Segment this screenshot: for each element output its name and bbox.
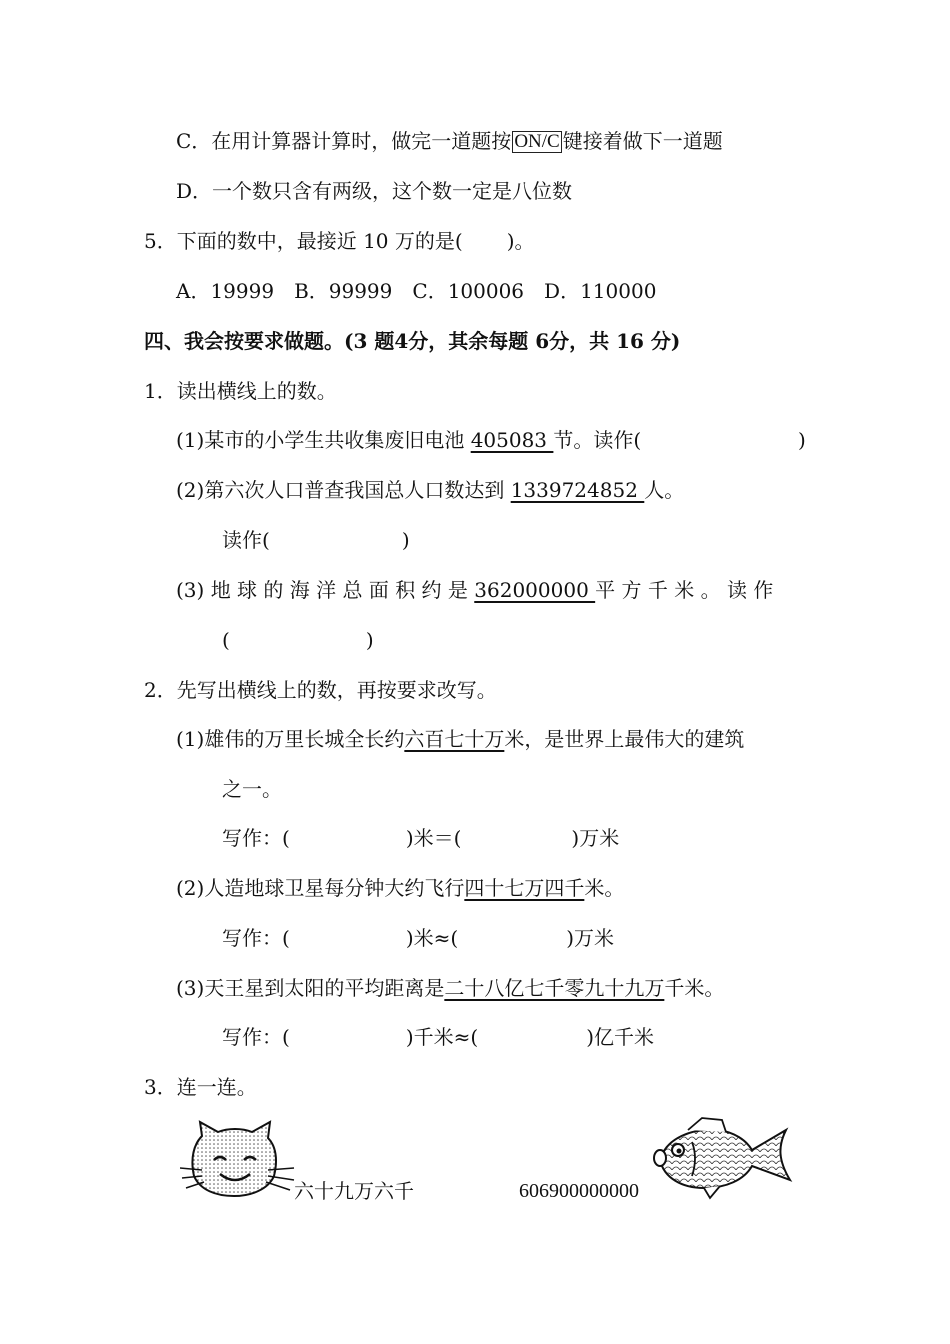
sub-question-3-title: 3．连一连。 <box>144 1075 257 1099</box>
sub-question-2-title: 2．先写出横线上的数，再按要求改写。 <box>144 678 497 702</box>
sub-question-1-item-2 <box>176 476 684 504</box>
underlined-phrase: 六百七十万 <box>404 727 505 751</box>
underlined-number: 405083 <box>470 428 554 452</box>
cat-icon <box>180 1118 298 1200</box>
underlined-number: 1339724852 <box>510 478 645 502</box>
sub-question-2-item-2 <box>176 874 624 902</box>
underlined-phrase: 四十七万四千 <box>464 876 585 900</box>
question-5-choices: A．19999 B．99999 C．100006 D．110000 <box>176 279 657 303</box>
option-c-text: C．在用计算器计算时，做完一道题按 <box>176 129 512 153</box>
item-text: (1)雄伟的万里长城全长约 <box>176 727 405 751</box>
item-text: (3) 地 球 的 海 洋 总 面 积 约 是 <box>176 578 475 602</box>
underlined-phrase: 二十八亿七千零九十九万 <box>444 976 665 1000</box>
item-text-end: 米，是世界上最伟大的建筑 <box>504 727 745 751</box>
read-label: 读作( <box>222 528 270 552</box>
option-c <box>176 127 723 155</box>
item-text-end: 千米。 <box>664 976 725 1000</box>
item-text-end: 节。读作( <box>553 428 642 452</box>
question-5 <box>144 227 535 255</box>
read-paren-open: ( <box>222 628 230 652</box>
unit-text: )米≈( <box>405 926 459 950</box>
sub-question-1-item-3 <box>176 576 773 604</box>
sub-question-2-item-3 <box>176 974 724 1002</box>
read-answer-row-2 <box>222 526 410 554</box>
item-text-end: 平 方 千 米 。 读 作 <box>595 578 774 602</box>
unit-text: )米＝( <box>405 826 462 850</box>
option-c-text-end: 键接着做下一道题 <box>562 129 723 153</box>
right-label[interactable]: 606900000000 <box>519 1180 639 1202</box>
underlined-number: 362000000 <box>474 578 596 602</box>
item-text: (1)某市的小学生共收集废旧电池 <box>176 428 471 452</box>
fish-icon <box>648 1116 798 1200</box>
question-5-close: )。 <box>506 229 535 253</box>
option-d: D．一个数只含有两级，这个数一定是八位数 <box>176 179 573 203</box>
sub-question-2-item-1-cont: 之一。 <box>222 777 282 801</box>
read-answer-row-3 <box>222 626 374 654</box>
read-paren-close: ) <box>798 428 806 452</box>
sub-question-2-item-1 <box>176 725 744 753</box>
write-label: 写作：( <box>222 826 290 850</box>
sub-question-1-item-1 <box>176 426 641 454</box>
write-label: 写作：( <box>222 1025 290 1049</box>
unit-text: )万米 <box>571 826 620 850</box>
unit-text: )千米≈( <box>405 1025 479 1049</box>
read-paren-close: ) <box>365 628 374 652</box>
write-row-1 <box>222 824 619 852</box>
item-text: (3)天王星到太阳的平均距离是 <box>176 976 445 1000</box>
item-text: (2)人造地球卫星每分钟大约飞行 <box>176 876 465 900</box>
item-text-end: 人。 <box>644 478 685 502</box>
write-row-2 <box>222 924 614 952</box>
section-heading: 四、我会按要求做题。(3 题4分，其余每题 6分，共 16 分) <box>144 329 681 353</box>
write-row-3 <box>222 1023 654 1051</box>
left-label[interactable]: 六十九万六千 <box>294 1179 414 1203</box>
question-5-stem: 5．下面的数中，最接近 10 万的是( <box>144 229 463 253</box>
unit-text: )亿千米 <box>586 1025 654 1049</box>
on-c-key: ON/C <box>514 131 560 152</box>
item-text-end: 米。 <box>584 876 625 900</box>
read-paren-close: ) <box>401 528 410 552</box>
sub-question-1-title: 1．读出横线上的数。 <box>144 379 337 403</box>
unit-text: )万米 <box>566 926 614 950</box>
write-label: 写作：( <box>222 926 290 950</box>
item-text: (2)第六次人口普查我国总人口数达到 <box>176 478 511 502</box>
